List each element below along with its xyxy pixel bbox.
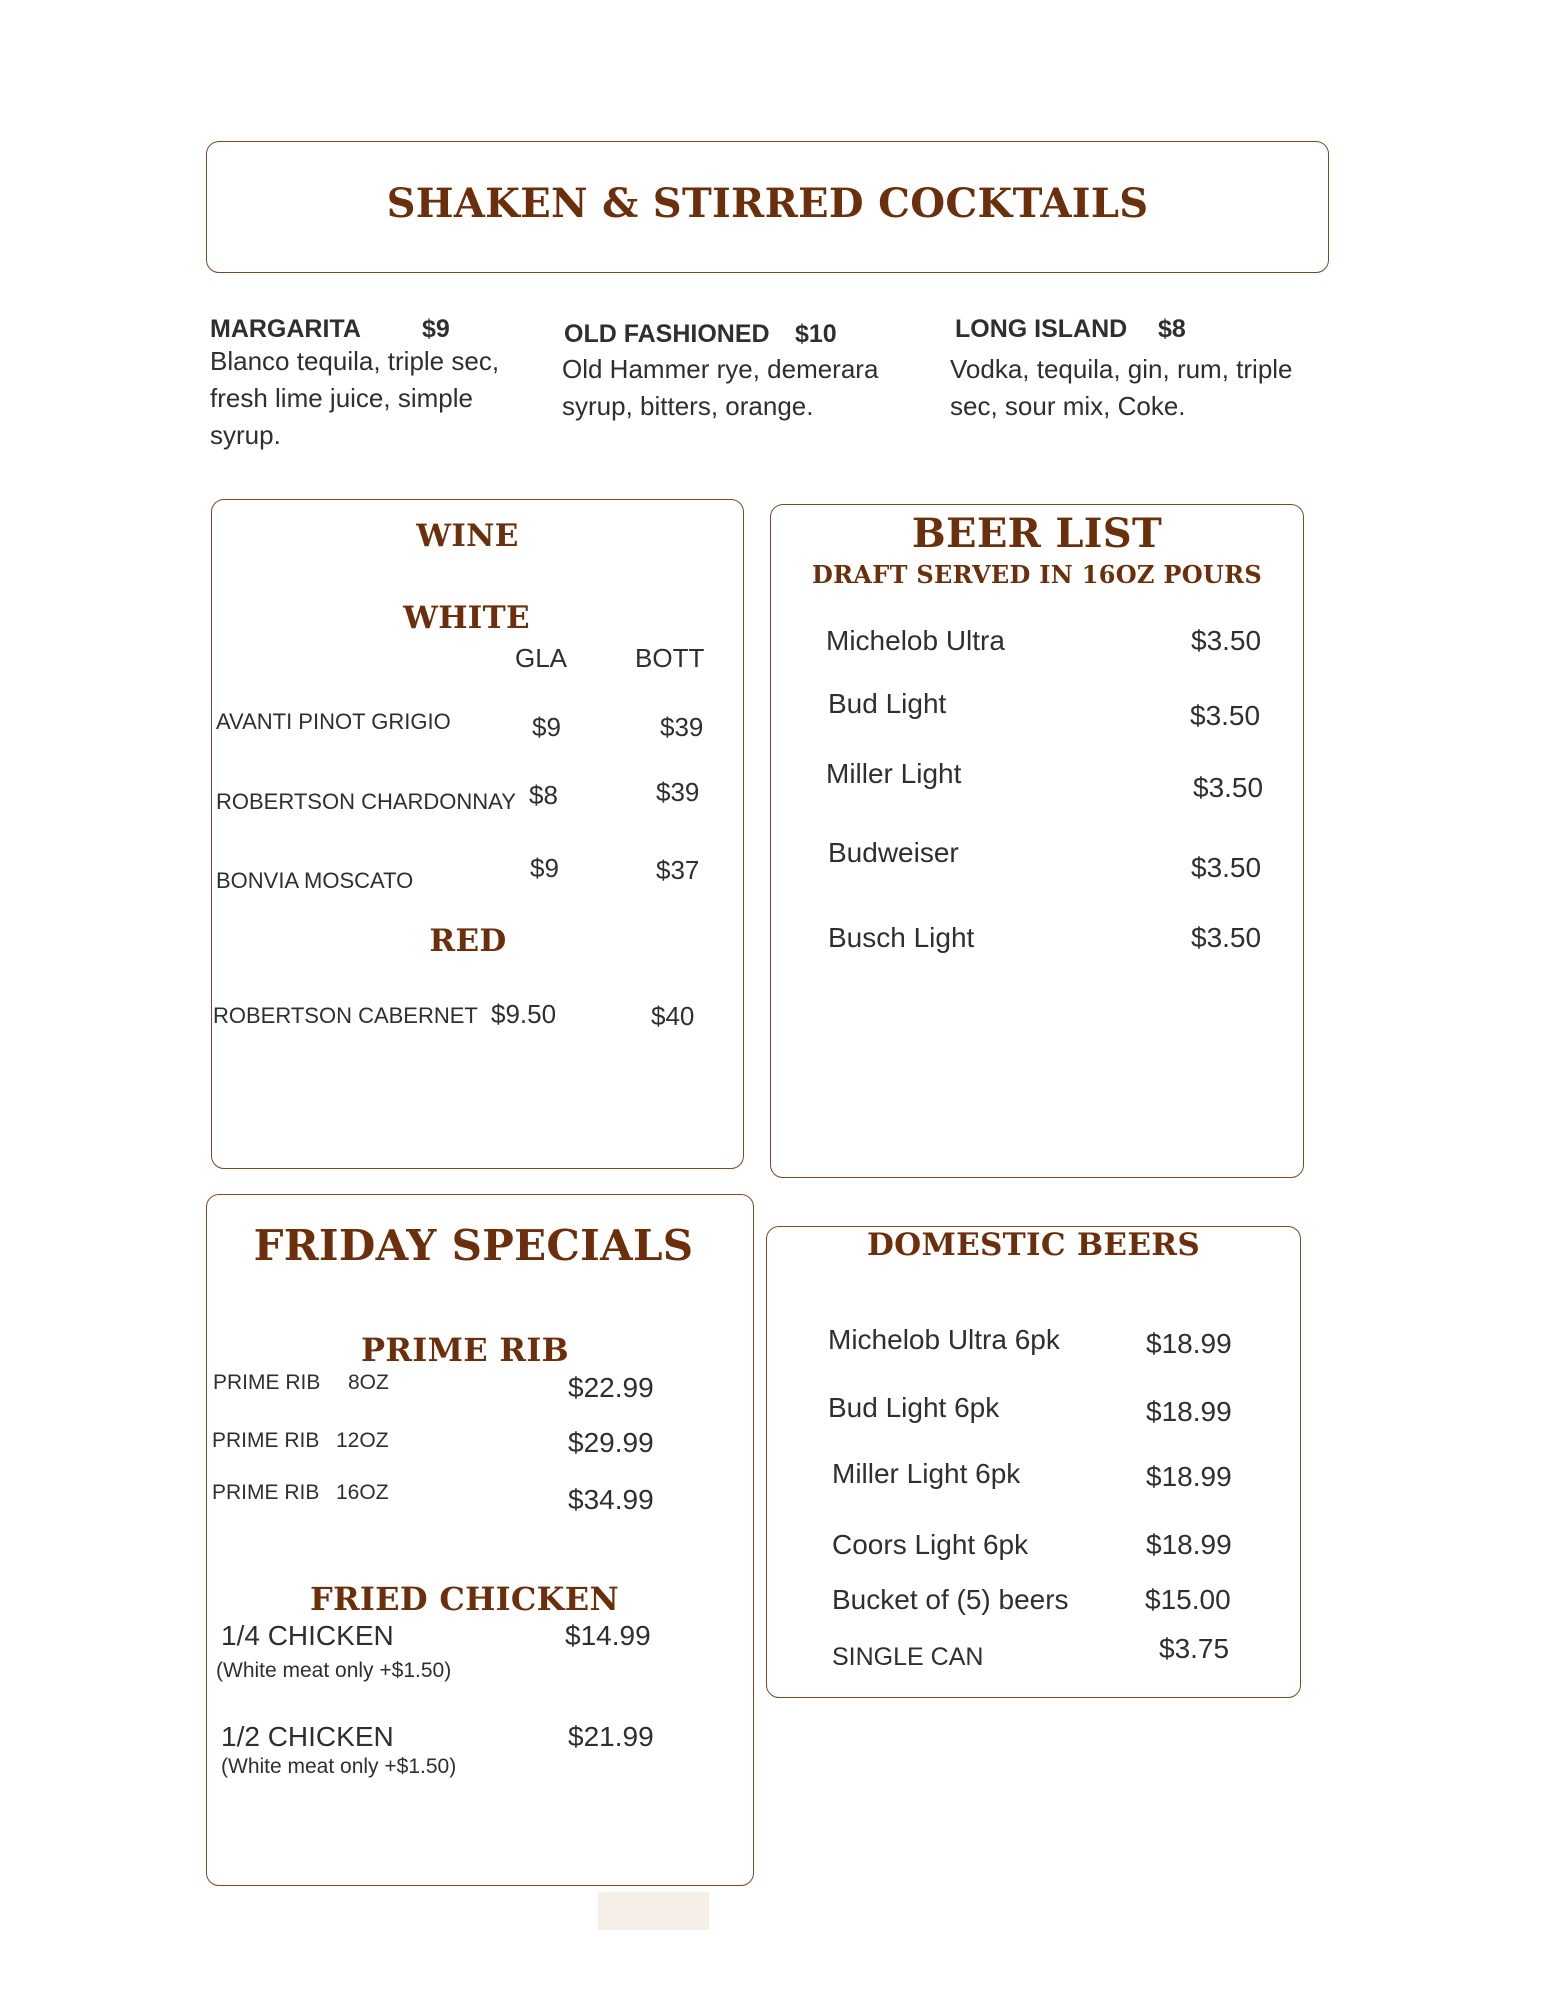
prime-rib-name: PRIME RIB [213, 1371, 321, 1394]
chicken-name: 1/4 CHICKEN [221, 1620, 394, 1651]
beer-price: $3.50 [1191, 625, 1262, 656]
cocktail-name: OLD FASHIONED [564, 320, 770, 348]
domestic-name: Michelob Ultra 6pk [828, 1324, 1060, 1355]
wine-glass-price: $9 [530, 853, 559, 883]
beer-price: $3.50 [1190, 700, 1261, 731]
beer-name: Bud Light [828, 688, 947, 719]
wine-white-heading: WHITE [403, 600, 530, 636]
wine-glass-price: $9 [532, 712, 561, 742]
beer-name: Miller Light [826, 758, 962, 789]
wine-name: ROBERTSON CABERNET [213, 1003, 478, 1028]
chicken-name: 1/2 CHICKEN [221, 1721, 394, 1752]
prime-rib-size: 12OZ [336, 1429, 389, 1452]
friday-specials-title: FRIDAY SPECIALS [253, 1221, 694, 1270]
beer-list-subtitle: DRAFT SERVED IN 16OZ POURS [811, 560, 1263, 589]
beer-price: $3.50 [1191, 852, 1262, 883]
prime-rib-size: 8OZ [348, 1371, 389, 1394]
domestic-name: SINGLE CAN [832, 1643, 984, 1671]
wine-name: AVANTI PINOT GRIGIO [216, 709, 451, 734]
cocktail-description: Blanco tequila, triple sec, fresh lime juice, simple syrup. [210, 346, 500, 450]
cocktails-title: SHAKEN & STIRRED COCKTAILS [386, 180, 1149, 227]
cocktail-name: LONG ISLAND [955, 315, 1128, 343]
wine-bottle-price: $37 [656, 855, 700, 885]
bottom-tab-decoration [598, 1892, 709, 1930]
domestic-name: Coors Light 6pk [832, 1529, 1029, 1560]
wine-bottle-price: $39 [660, 712, 704, 742]
wine-bottle-price: $40 [651, 1001, 695, 1031]
prime-rib-price: $22.99 [568, 1372, 654, 1403]
bottle-column-header: BOTT [635, 643, 705, 673]
friday-specials-box [206, 1194, 754, 1886]
cocktail-description: Old Hammer rye, demerara syrup, bitters, orange. [562, 354, 879, 421]
prime-rib-size: 16OZ [336, 1481, 389, 1504]
domestic-beers-title: DOMESTIC BEERS [866, 1227, 1201, 1263]
domestic-price: $18.99 [1146, 1529, 1232, 1560]
domestic-price: $18.99 [1146, 1328, 1232, 1359]
wine-bottle-price: $39 [656, 777, 700, 807]
wine-name: BONVIA MOSCATO [216, 868, 414, 893]
prime-rib-price: $34.99 [568, 1484, 654, 1515]
glass-column-header: GLA [515, 643, 568, 673]
beer-list-title: BEER LIST [911, 510, 1163, 557]
prime-rib-name: PRIME RIB [212, 1429, 320, 1452]
beer-name: Michelob Ultra [826, 625, 1005, 656]
wine-name: ROBERTSON CHARDONNAY [216, 789, 516, 814]
domestic-name: Miller Light 6pk [832, 1458, 1021, 1489]
cocktail-price: $10 [795, 320, 837, 348]
beer-name: Busch Light [828, 922, 975, 953]
wine-red-heading: RED [429, 923, 507, 959]
chicken-price: $21.99 [568, 1721, 654, 1752]
cocktail-price: $9 [422, 315, 450, 343]
prime-rib-price: $29.99 [568, 1427, 654, 1458]
domestic-price: $18.99 [1146, 1396, 1232, 1427]
beer-price: $3.50 [1191, 922, 1262, 953]
domestic-price: $18.99 [1146, 1461, 1232, 1492]
domestic-price: $3.75 [1159, 1633, 1230, 1664]
chicken-price: $14.99 [565, 1620, 651, 1651]
domestic-name: Bucket of (5) beers [832, 1584, 1069, 1615]
wine-glass-price: $8 [529, 780, 558, 810]
domestic-price: $15.00 [1145, 1584, 1231, 1615]
fried-chicken-heading: FRIED CHICKEN [309, 1580, 620, 1618]
wine-title: WINE [416, 518, 519, 554]
prime-rib-heading: PRIME RIB [361, 1331, 569, 1369]
chicken-note: (White meat only +$1.50) [221, 1755, 457, 1778]
cocktail-price: $8 [1158, 315, 1186, 343]
beer-name: Budweiser [828, 837, 959, 868]
wine-glass-price: $9.50 [491, 999, 557, 1029]
chicken-note: (White meat only +$1.50) [216, 1659, 452, 1682]
prime-rib-name: PRIME RIB [212, 1481, 320, 1504]
beer-price: $3.50 [1193, 772, 1264, 803]
domestic-name: Bud Light 6pk [828, 1392, 1000, 1423]
cocktail-description: Vodka, tequila, gin, rum, triple sec, sour mix, Coke. [950, 354, 1293, 421]
cocktail-name: MARGARITA [210, 315, 361, 343]
